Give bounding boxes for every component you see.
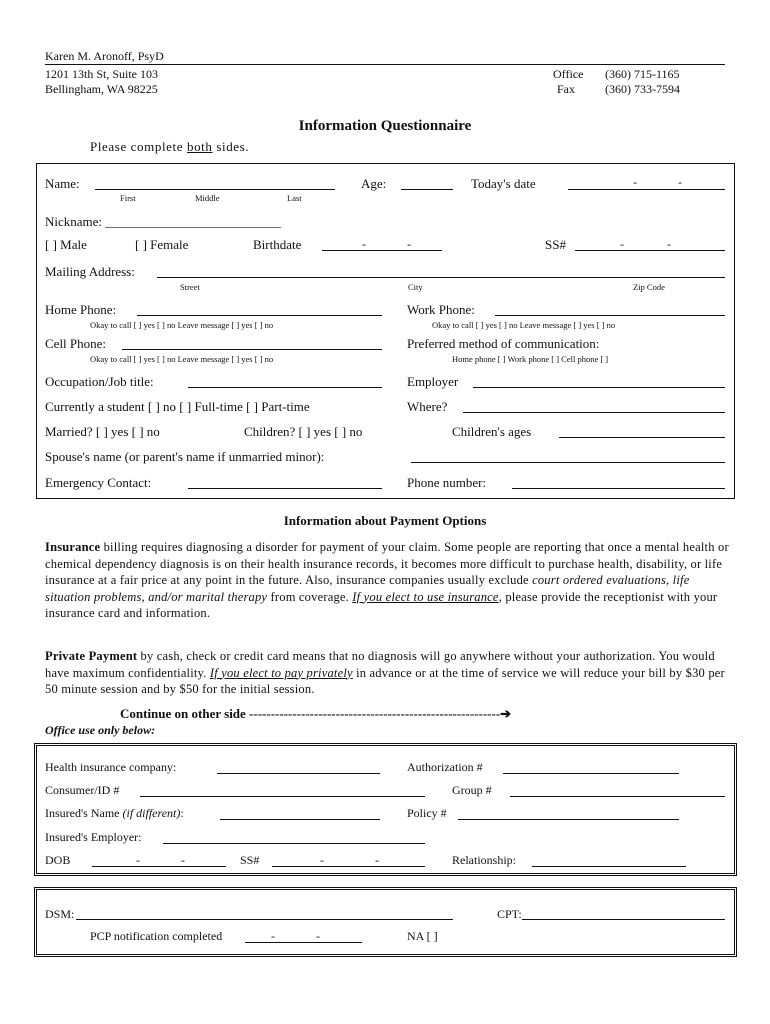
- mailing-address-label: Mailing Address:: [45, 264, 135, 279]
- cell-phone-field[interactable]: [122, 349, 382, 350]
- dsm-label: DSM:: [45, 907, 75, 921]
- birthdate-dash: -: [407, 237, 411, 251]
- na-checkbox[interactable]: NA [ ]: [407, 929, 438, 943]
- emergency-contact-field[interactable]: [188, 488, 382, 489]
- first-caption: First: [120, 193, 136, 203]
- office-use-heading: Office use only below:: [45, 723, 156, 737]
- middle-caption: Middle: [195, 193, 220, 203]
- dob-dash: -: [136, 853, 140, 867]
- dob-dash: -: [181, 853, 185, 867]
- male-checkbox[interactable]: [ ] Male: [45, 237, 87, 252]
- insured-name-field[interactable]: [220, 819, 380, 820]
- mailing-address-field[interactable]: [157, 277, 725, 278]
- female-checkbox[interactable]: [ ] Female: [135, 237, 189, 252]
- married-options[interactable]: Married? [ ] yes [ ] no: [45, 424, 160, 439]
- office-ss-dash: -: [375, 853, 379, 867]
- relationship-field[interactable]: [532, 866, 686, 867]
- childrens-ages-field[interactable]: [559, 437, 725, 438]
- address-line-1: 1201 13th St, Suite 103: [45, 67, 159, 81]
- office-ss-label: SS#: [240, 853, 260, 867]
- cell-phone-options[interactable]: Okay to call [ ] yes [ ] no Leave message [ ] yes [ ] no: [90, 354, 274, 364]
- fax-label: Fax: [557, 82, 575, 96]
- birthdate-field[interactable]: [322, 250, 442, 251]
- birthdate-dash: -: [362, 237, 366, 251]
- birthdate-label: Birthdate: [253, 237, 302, 252]
- office-label: Office: [553, 67, 584, 81]
- city-caption: City: [408, 282, 423, 292]
- phone-number-field[interactable]: [512, 488, 725, 489]
- insured-employer-label: Insured's Employer:: [45, 830, 142, 844]
- childrens-ages-label: Children's ages: [452, 424, 532, 439]
- home-phone-options[interactable]: Okay to call [ ] yes [ ] no Leave message [ ] yes [ ] no: [90, 320, 274, 330]
- occupation-field[interactable]: [188, 387, 382, 388]
- header-rule: [45, 64, 725, 65]
- where-label: Where?: [407, 399, 448, 414]
- pcp-dash: -: [271, 929, 275, 943]
- preferred-communication-options[interactable]: Home phone [ ] Work phone [ ] Cell phone [ ]: [452, 354, 609, 364]
- cpt-label: CPT:: [497, 907, 522, 921]
- pcp-dash: -: [316, 929, 320, 943]
- group-label: Group #: [452, 783, 492, 797]
- work-phone-field[interactable]: [495, 315, 725, 316]
- policy-label: Policy #: [407, 806, 447, 820]
- street-caption: Street: [180, 282, 200, 292]
- practitioner-name: Karen M. Aronoff, PsyD: [45, 49, 164, 63]
- where-field[interactable]: [463, 412, 725, 413]
- todays-date-field[interactable]: [568, 189, 725, 190]
- pcp-notification-label: PCP notification completed: [90, 929, 223, 943]
- children-options[interactable]: Children? [ ] yes [ ] no: [244, 424, 363, 439]
- payment-heading: Information about Payment Options: [283, 513, 487, 528]
- consumer-id-field[interactable]: [140, 796, 425, 797]
- ss-field[interactable]: [575, 250, 725, 251]
- date-dash: -: [633, 175, 637, 189]
- work-phone-options[interactable]: Okay to call [ ] yes [ ] no Leave message [ ] yes [ ] no: [432, 320, 616, 330]
- zip-caption: Zip Code: [633, 282, 665, 292]
- preferred-communication-label: Preferred method of communication:: [407, 336, 600, 351]
- policy-field[interactable]: [458, 819, 679, 820]
- authorization-field[interactable]: [503, 773, 679, 774]
- address-line-2: Bellingham, WA 98225: [45, 82, 158, 96]
- private-payment-paragraph: Private Payment by cash, check or credit card means that no diagnosis will go anywhere without your authorization. You would have maximum confidentiality. If you elect to pay privately in advance or at the time of service we will reduce your bill by $30 per 50 minute session and by $50 for the initial session.: [45, 649, 725, 696]
- name-label: Name:: [45, 176, 80, 191]
- fax-phone: (360) 733-7594: [605, 82, 680, 96]
- dob-label: DOB: [45, 853, 71, 867]
- employer-field[interactable]: [473, 387, 725, 388]
- dob-field[interactable]: [92, 866, 226, 867]
- age-label: Age:: [361, 176, 387, 191]
- last-caption: Last: [287, 193, 302, 203]
- health-insurance-company-label: Health insurance company:: [45, 760, 177, 774]
- ss-label: SS#: [545, 237, 566, 252]
- consumer-id-label: Consumer/ID #: [45, 783, 120, 797]
- employer-label: Employer: [407, 374, 459, 389]
- insured-employer-field[interactable]: [163, 843, 425, 844]
- instruction-text: Please complete both sides.: [90, 139, 250, 154]
- relationship-label: Relationship:: [452, 853, 516, 867]
- spouse-name-label: Spouse's name (or parent's name if unmarried minor):: [45, 449, 325, 464]
- age-field[interactable]: [401, 189, 453, 190]
- cell-phone-label: Cell Phone:: [45, 336, 107, 351]
- home-phone-label: Home Phone:: [45, 302, 117, 317]
- continue-other-side: Continue on other side ----------------------------------------------------------➔: [120, 706, 512, 721]
- dsm-box: [34, 887, 737, 957]
- emergency-contact-label: Emergency Contact:: [45, 475, 152, 490]
- authorization-label: Authorization #: [407, 760, 483, 774]
- spouse-name-field[interactable]: [411, 462, 725, 463]
- student-status-options[interactable]: Currently a student [ ] no [ ] Full-time [ ] Part-time: [45, 399, 310, 414]
- name-field[interactable]: [95, 189, 335, 190]
- insurance-paragraph: Insurance billing requires diagnosing a disorder for payment of your claim. Some people are reporting that once a mental health or chemical dependency diagnosis is on their health insurance records, it becomes more difficult to purchase health, disability, or life insurance at a fair price at any point in the future. Also, insurance companies usually exclude court ordered evaluations, life situation problems, and/or marital therapy from coverage. If you elect to use insurance, please provide the receptionist with your insurance card and information.: [45, 540, 729, 620]
- group-field[interactable]: [510, 796, 725, 797]
- todays-date-label: Today's date: [471, 176, 536, 191]
- page-title: Information Questionnaire: [298, 118, 472, 134]
- dsm-field[interactable]: [76, 919, 453, 920]
- health-insurance-company-field[interactable]: [217, 773, 380, 774]
- office-ss-field[interactable]: [272, 866, 425, 867]
- date-dash: -: [678, 175, 682, 189]
- ss-dash: -: [667, 237, 671, 251]
- occupation-label: Occupation/Job title:: [45, 374, 154, 389]
- nickname-label[interactable]: Nickname: ___________________________: [45, 214, 281, 229]
- pcp-notification-field[interactable]: [245, 942, 362, 943]
- ss-dash: -: [620, 237, 624, 251]
- cpt-field[interactable]: [522, 919, 725, 920]
- office-phone: (360) 715-1165: [605, 67, 680, 81]
- work-phone-label: Work Phone:: [407, 302, 475, 317]
- insured-name-label: Insured's Name (if different):: [45, 806, 184, 820]
- home-phone-field[interactable]: [137, 315, 382, 316]
- office-ss-dash: -: [320, 853, 324, 867]
- phone-number-label: Phone number:: [407, 475, 487, 490]
